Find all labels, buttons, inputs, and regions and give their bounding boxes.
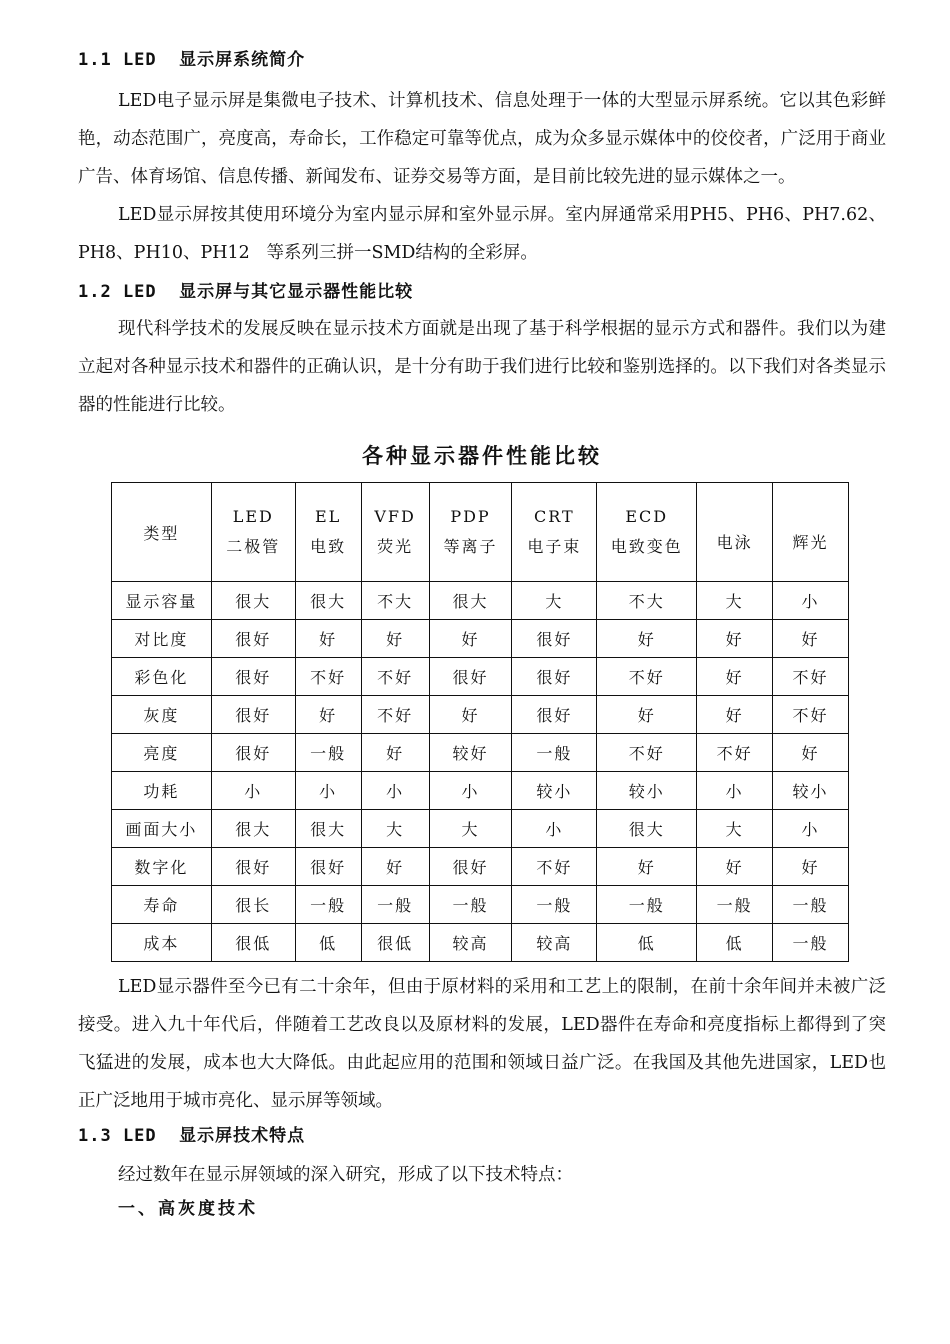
table-cell: 很好 <box>211 620 295 658</box>
header-type-code: CRT <box>534 507 575 526</box>
table-cell: 很好 <box>211 696 295 734</box>
table-cell: 很低 <box>211 924 295 962</box>
table-cell: 好 <box>361 734 429 772</box>
table-cell: 较小 <box>597 772 697 810</box>
table-cell: 不大 <box>361 582 429 620</box>
table-row <box>112 582 849 620</box>
table-title: 各种显示器件性能比较 <box>362 444 602 468</box>
table-cell: 较高 <box>512 924 597 962</box>
header-type-code: LED <box>232 507 274 526</box>
table-cell: 好 <box>697 696 773 734</box>
header-type-code: PDP <box>450 507 491 526</box>
header-cell <box>361 483 429 582</box>
table-cell: 很好 <box>512 696 597 734</box>
table-row <box>112 658 849 696</box>
table-cell: 一般 <box>512 886 597 924</box>
paragraph-led-history: LED显示器件至今已有二十余年，但由于原材料的采用和工艺上的限制，在前十余年间并未被广泛接受。进入九十年代后，伴随着工艺改良以及原材料的发展，LED器件在寿命和亮度指标上都得到了突飞猛进的发展，成本也大大降低。由此起应用的范围和领域日益广泛。在我国及其他先进国家，LED也正广泛地用于城市亮化、显示屏等领域。 <box>78 977 886 1111</box>
header-cell <box>597 483 697 582</box>
comparison-table <box>111 482 849 962</box>
table-cell: 很大 <box>597 810 697 848</box>
header-type-name: 电致变色 <box>610 537 683 556</box>
table-row <box>112 696 849 734</box>
table-cell: 较高 <box>429 924 512 962</box>
header-type-name: 电泳 <box>716 533 753 552</box>
table-cell: 很低 <box>361 924 429 962</box>
table-cell: 很好 <box>512 658 597 696</box>
paragraph-comparison-intro: 现代科学技术的发展反映在显示技术方面就是出现了基于科学根据的显示方式和器件。我们以为建立起对各种显示技术和器件的正确认识，是十分有助于我们进行比较和鉴别选择的。以下我们对各类显示器的性能进行比较。 <box>78 319 886 415</box>
paragraph-features-intro: 经过数年在显示屏领域的深入研究，形成了以下技术特点： <box>118 1165 573 1185</box>
table-cell: 很长 <box>211 886 295 924</box>
table-cell: 不好 <box>773 696 849 734</box>
table-cell: 好 <box>295 696 361 734</box>
table-cell: 低 <box>295 924 361 962</box>
subheading-high-gray: 一、高灰度技术 <box>118 1199 258 1219</box>
header-type-name: 电致 <box>310 537 347 556</box>
table-cell: 好 <box>361 620 429 658</box>
table-cell: 小 <box>361 772 429 810</box>
table-cell: 一般 <box>295 886 361 924</box>
table-cell: 不好 <box>295 658 361 696</box>
table-cell: 好 <box>295 620 361 658</box>
table-cell: 低 <box>597 924 697 962</box>
table-cell: 不好 <box>773 658 849 696</box>
table-cell: 很大 <box>295 810 361 848</box>
section-heading-1-2: 1.2 LED 显示屏与其它显示器性能比较 <box>78 282 414 302</box>
row-label: 画面大小 <box>112 810 212 848</box>
header-cell <box>429 483 512 582</box>
table-cell: 很好 <box>211 734 295 772</box>
row-label: 彩色化 <box>112 658 212 696</box>
table-cell: 不好 <box>697 734 773 772</box>
header-cell <box>295 483 361 582</box>
table-cell: 很大 <box>295 582 361 620</box>
table-cell: 小 <box>211 772 295 810</box>
table-cell: 不好 <box>597 658 697 696</box>
table-cell: 小 <box>697 772 773 810</box>
table-cell: 好 <box>597 848 697 886</box>
table-cell: 不好 <box>361 696 429 734</box>
header-cell <box>211 483 295 582</box>
row-label: 功耗 <box>112 772 212 810</box>
table-cell: 不好 <box>597 734 697 772</box>
table-cell: 很好 <box>295 848 361 886</box>
table-cell: 很好 <box>429 658 512 696</box>
row-label: 亮度 <box>112 734 212 772</box>
header-type-name: 二极管 <box>226 537 281 556</box>
table-cell: 很大 <box>429 582 512 620</box>
table-cell: 好 <box>773 734 849 772</box>
table-cell: 一般 <box>697 886 773 924</box>
table-cell: 很大 <box>211 582 295 620</box>
header-cell <box>697 483 773 582</box>
table-cell: 好 <box>697 848 773 886</box>
table-cell: 较好 <box>429 734 512 772</box>
table-cell: 不好 <box>361 658 429 696</box>
header-cell <box>773 483 849 582</box>
header-type-code: VFD <box>374 507 416 526</box>
table-cell: 大 <box>697 810 773 848</box>
table-cell: 好 <box>697 658 773 696</box>
header-type-name: 荧光 <box>377 537 414 556</box>
table-cell: 很好 <box>211 848 295 886</box>
header-type-name: 辉光 <box>792 533 829 552</box>
table-cell: 一般 <box>773 924 849 962</box>
table-cell: 较小 <box>773 772 849 810</box>
table-cell: 一般 <box>361 886 429 924</box>
table-cell: 好 <box>773 620 849 658</box>
table-row <box>112 924 849 962</box>
header-cell <box>512 483 597 582</box>
table-cell: 小 <box>429 772 512 810</box>
table-cell: 一般 <box>295 734 361 772</box>
section-heading-1-3: 1.3 LED 显示屏技术特点 <box>78 1126 306 1146</box>
header-type-name: 等离子 <box>443 537 498 556</box>
paragraph-led-intro: LED电子显示屏是集微电子技术、计算机技术、信息处理于一体的大型显示屏系统。它以其色彩鲜艳，动态范围广，亮度高，寿命长，工作稳定可靠等优点，成为众多显示媒体中的佼佼者，广泛用于商业广告、体育场馆、信息传播、新闻发布、证券交易等方面，是目前比较先进的显示媒体之一。 <box>78 91 886 187</box>
table-cell: 小 <box>295 772 361 810</box>
header-type-code: ECD <box>625 507 669 526</box>
paragraph-led-types: LED显示屏按其使用环境分为室内显示屏和室外显示屏。室内屏通常采用PH5、PH6、PH7.62、PH8、PH10、PH12 等系列三拼一SMD结构的全彩屏。 <box>78 205 886 263</box>
table-cell: 好 <box>361 848 429 886</box>
table-cell: 小 <box>773 582 849 620</box>
table-cell: 小 <box>512 810 597 848</box>
table-cell: 很好 <box>429 848 512 886</box>
table-cell: 好 <box>429 696 512 734</box>
header-type-name: 电子束 <box>527 537 582 556</box>
table-cell: 好 <box>429 620 512 658</box>
section-heading-1-1: 1.1 LED 显示屏系统简介 <box>78 50 306 70</box>
row-label: 对比度 <box>112 620 212 658</box>
table-cell: 大 <box>361 810 429 848</box>
table-cell: 很好 <box>211 658 295 696</box>
table-cell: 好 <box>773 848 849 886</box>
table-cell: 低 <box>697 924 773 962</box>
table-cell: 大 <box>697 582 773 620</box>
table-row <box>112 886 849 924</box>
row-label: 显示容量 <box>112 582 212 620</box>
table-row <box>112 772 849 810</box>
table-row <box>112 810 849 848</box>
table-cell: 不大 <box>597 582 697 620</box>
table-cell: 好 <box>697 620 773 658</box>
table-cell: 大 <box>512 582 597 620</box>
table-row <box>112 848 849 886</box>
table-cell: 很好 <box>512 620 597 658</box>
header-type-code: EL <box>315 507 342 526</box>
table-cell: 好 <box>597 620 697 658</box>
table-row <box>112 620 849 658</box>
table-cell: 一般 <box>597 886 697 924</box>
table-cell: 很大 <box>211 810 295 848</box>
header-corner-cell: 类型 <box>112 483 212 582</box>
row-label: 寿命 <box>112 886 212 924</box>
table-cell: 一般 <box>773 886 849 924</box>
table-cell: 大 <box>429 810 512 848</box>
table-cell: 一般 <box>512 734 597 772</box>
table-cell: 不好 <box>512 848 597 886</box>
table-cell: 一般 <box>429 886 512 924</box>
table-cell: 好 <box>597 696 697 734</box>
document-page <box>78 48 886 1224</box>
table-cell: 小 <box>773 810 849 848</box>
row-label: 数字化 <box>112 848 212 886</box>
table-header-row <box>112 483 849 582</box>
row-label: 灰度 <box>112 696 212 734</box>
table-cell: 较小 <box>512 772 597 810</box>
row-label: 成本 <box>112 924 212 962</box>
table-row <box>112 734 849 772</box>
